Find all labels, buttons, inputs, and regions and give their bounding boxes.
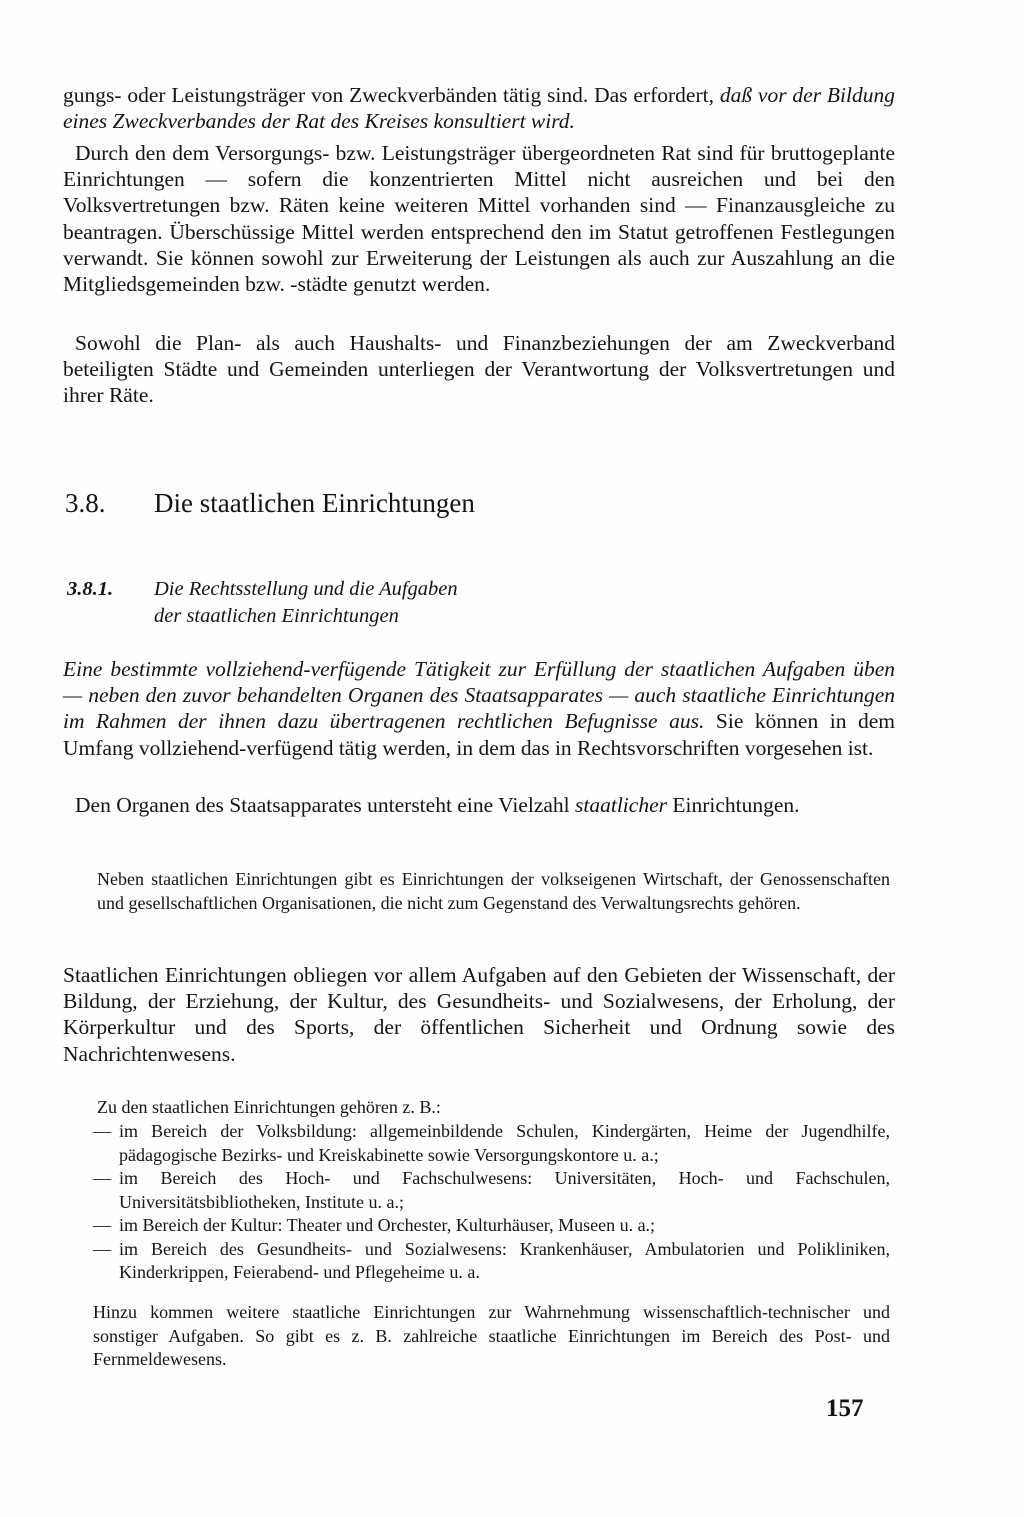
list-outro: Hinzu kommen weitere staatliche Einrichtungen zur Wahrnehmung wissenschaftlich-technischer und sonstiger Aufgaben. So gibt es z. B. zahlreiche staatliche Einrichtungen im Bereich des Post- und Fernmeldewesens. — [93, 1302, 890, 1369]
paragraph-text: Einrichtungen. — [666, 793, 800, 817]
paragraph-aufgaben-gebiete: Staatlichen Einrichtungen obliegen vor allem Aufgaben auf den Gebieten der Wissenschaft, der Bildung, der Erziehung, der Kultur, des Gesundheits- und Sozialwesens, der Erholung, der Körperkultur und des Sports, der öffentlichen Sicherheit und Ordnung sowie des Nachrichtenwesens. — [63, 963, 895, 1066]
paragraph-italic-text: staatlicher — [575, 793, 667, 817]
paragraph-zweckverband-consult — [63, 82, 895, 134]
list-dash: — — [93, 1215, 111, 1235]
list-item-text: im Bereich des Hoch- und Fachschulwesens: Universitäten, Hoch- und Fachschulen, Universitätsbibliotheken, Institute u. a.; — [119, 1168, 890, 1212]
subsection-title-line-2: der staatlichen Einrichtungen — [154, 605, 399, 627]
list-item-text: im Bereich der Kultur: Theater und Orchester, Kulturhäuser, Museen u. a.; — [119, 1215, 656, 1235]
paragraph-vielzahl — [63, 792, 895, 818]
list-dash: — — [93, 1121, 111, 1141]
paragraph-vollziehend-verfuegend — [63, 656, 895, 761]
paragraph-italic-text: daß vor der Bildung eines Zweckverbandes der Rat des Kreises konsultiert wird. — [63, 83, 896, 134]
list-item-text: im Bereich des Gesundheits- und Sozialwesens: Krankenhäuser, Ambulatorien und Polikliniken, Kinderkrippen, Feierabend- und Pflegeheime u. a. — [119, 1238, 890, 1282]
section-title: Die staatlichen Einrichtungen — [154, 488, 475, 518]
list-item — [93, 1214, 890, 1238]
institutions-list — [93, 1120, 890, 1285]
list-intro: Zu den staatlichen Einrichtungen gehören z. B.: — [97, 1097, 441, 1117]
list-item — [93, 1238, 890, 1285]
page-number: 157 — [826, 1395, 864, 1422]
note-volkseigene-wirtschaft: Neben staatlichen Einrichtungen gibt es Einrichtungen der volkseigenen Wirtschaft, der Genossenschaften und gesellschaftlichen Organisationen, die nicht zum Gegenstand des Verwaltungsrechts gehören. — [97, 869, 890, 913]
paragraph-text: Den Organen des Staatsapparates untersteht eine Vielzahl — [75, 793, 576, 817]
list-item-text: im Bereich der Volksbildung: allgemeinbildende Schulen, Kindergärten, Heime der Jugendhilfe, pädagogische Bezirks- und Kreiskabinette sowie Versorgungskontore u. a.; — [119, 1121, 890, 1165]
section-number: 3.8. — [65, 488, 106, 518]
subsection-title — [154, 576, 574, 630]
paragraph-text: Sie können in dem Umfang vollziehend-verfügend tätig werden, in dem das in Rechtsvorschriften vorgesehen ist. — [63, 709, 895, 760]
paragraph-verantwortung: Sowohl die Plan- als auch Haushalts- und Finanzbeziehungen der am Zweckverband beteiligten Städte und Gemeinden unterliegen der Verantwortung der Volksvertretungen und ihrer Räte. — [63, 331, 895, 408]
subsection-number: 3.8.1. — [67, 578, 114, 600]
list-item — [93, 1120, 890, 1167]
paragraph-text: gungs- oder Leistungsträger von Zweckverbänden tätig sind. Das erfordert, — [63, 83, 720, 107]
list-item — [93, 1167, 890, 1214]
paragraph-finanzausgleich: Durch den dem Versorgungs- bzw. Leistungsträger übergeordneten Rat sind für bruttogeplante Einrichtungen — sofern die konzentrierten Mittel nicht ausreichen und bei den Volksvertretungen bzw. Räten keine weiteren Mittel vorhanden sind — Finanzausgleiche zu beantragen. Überschüssige Mittel werden entsprechend den im Statut getroffenen Festlegungen verwandt. Sie können sowohl zur Erweiterung der Leistungen als auch zur Auszahlung an die Mitgliedsgemeinden bzw. -städte genutzt werden. — [63, 141, 895, 297]
list-dash: — — [93, 1168, 111, 1188]
section-heading — [65, 487, 475, 519]
list-dash: — — [93, 1238, 111, 1259]
paragraph-italic-text: Eine bestimmte vollziehend-verfügende Tätigkeit zur Erfüllung der staatlichen Aufgaben üben — neben den zuvor behandelten Organen des Staatsapparates — auch staatliche Einrichtungen im Rahmen der ihnen dazu übertragenen rechtlichen Befugnisse aus. — [63, 657, 895, 734]
subsection-title-line-1: Die Rechtsstellung und die Aufgaben — [154, 578, 458, 600]
